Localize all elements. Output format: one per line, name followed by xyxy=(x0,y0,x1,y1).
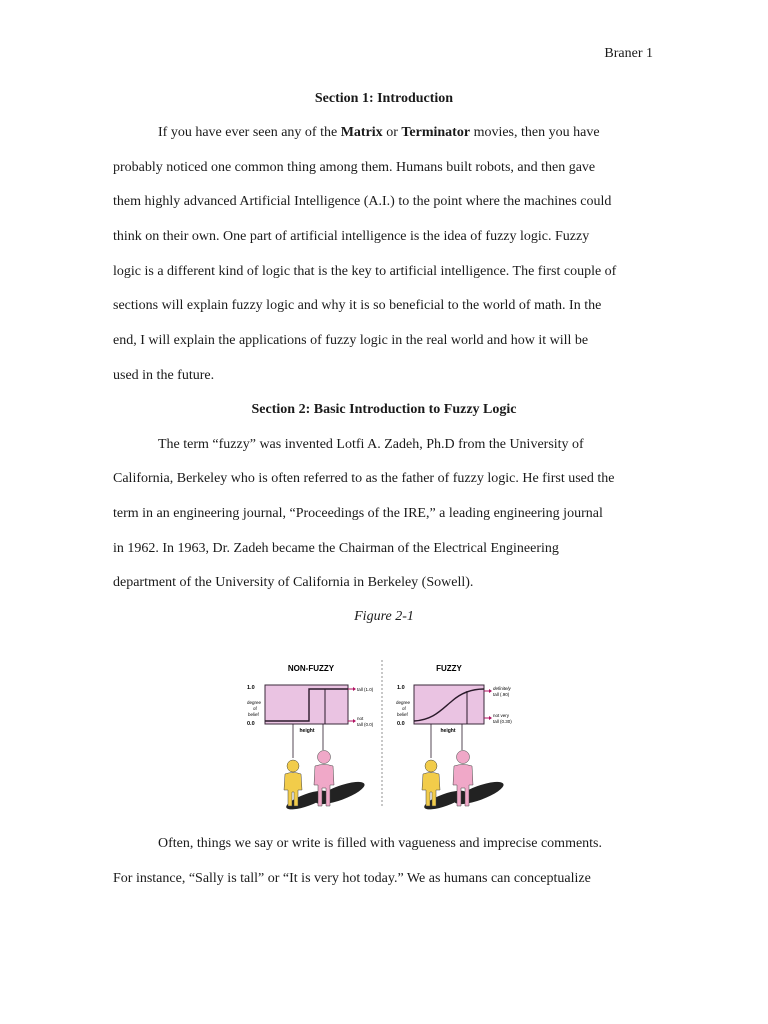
fuzzy-tall-label: tall (.90) xyxy=(493,692,510,697)
y-axis-bottom-label: 0.0 xyxy=(397,721,405,727)
non-fuzzy-tall-label: tall (1.0) xyxy=(357,687,374,692)
non-fuzzy-not-tall-label: not xyxy=(357,716,364,721)
paragraph-line: think on their own. One part of artificial intelligence is the idea of fuzzy logic. Fuzzy xyxy=(113,229,590,244)
paragraph-line: sections will explain fuzzy logic and why it is so beneficial to the world of math. In the xyxy=(113,298,602,313)
paragraph-line: logic is a different kind of logic that is the key to artificial intelligence. The first couple of xyxy=(113,264,617,279)
paragraph-line: term in an engineering journal, “Proceedings of the IRE,” a leading engineering journal xyxy=(113,506,603,521)
non-fuzzy-panel xyxy=(265,685,348,724)
arrow-head xyxy=(353,719,356,723)
fuzzy-logic-figure xyxy=(245,658,530,813)
y-axis-label: degree xyxy=(247,700,262,705)
paragraph-line: probably noticed one common thing among them. Humans built robots, and then gave xyxy=(113,160,596,175)
page-header: Braner 1 xyxy=(604,46,653,61)
bold-text: Matrix xyxy=(340,125,383,140)
fuzzy-tall-label: definitely xyxy=(493,686,511,691)
section-2-heading: Section 2: Basic Introduction to Fuzzy Logic xyxy=(251,402,517,417)
figure-caption: Figure 2-1 xyxy=(354,609,414,624)
fuzzy-not-very-tall-label: not very xyxy=(493,713,510,718)
tall-person-icon xyxy=(452,751,506,809)
paragraph-line: end, I will explain the applications of fuzzy logic in the real world and how it will be xyxy=(113,333,589,348)
fuzzy-title: FUZZY xyxy=(436,664,462,673)
y-axis-top-label: 1.0 xyxy=(397,685,405,691)
paragraph-line: For instance, “Sally is tall” or “It is very hot today.” We as humans can conceptualize xyxy=(113,871,591,886)
y-axis-label: of xyxy=(402,706,406,711)
fuzzy-panel xyxy=(414,685,484,724)
fuzzy-not-very-tall-label: tall (0.30) xyxy=(493,719,512,724)
paragraph-line: Often, things we say or write is filled with vagueness and imprecise comments. xyxy=(158,836,603,851)
arrow-head xyxy=(489,689,492,693)
tall-person-icon xyxy=(313,751,367,809)
paragraph-line: California, Berkeley who is often referred to as the father of fuzzy logic. He first used the xyxy=(113,471,615,486)
x-axis-label: height xyxy=(440,728,456,734)
paragraph-line: them highly advanced Artificial Intelligence (A.I.) to the point where the machines could xyxy=(113,194,612,209)
y-axis-label: degree xyxy=(396,700,411,705)
y-axis-label: belief xyxy=(397,712,408,717)
non-fuzzy-title: NON-FUZZY xyxy=(287,664,335,673)
paragraph-line xyxy=(158,125,600,141)
section-1-heading: Section 1: Introduction xyxy=(314,91,454,106)
non-fuzzy-not-tall-label: tall (0.0) xyxy=(357,722,374,727)
y-axis-bottom-label: 0.0 xyxy=(247,721,255,727)
arrow-head xyxy=(353,687,356,691)
y-axis-label: of xyxy=(253,706,257,711)
paragraph-line: used in the future. xyxy=(113,368,215,383)
arrow-head xyxy=(489,716,492,720)
text-run: movies, then you have xyxy=(470,125,600,140)
x-axis-label: height xyxy=(299,728,315,734)
paragraph-line: The term “fuzzy” was invented Lotfi A. Zadeh, Ph.D from the University of xyxy=(158,437,584,452)
y-axis-label: belief xyxy=(248,712,259,717)
paragraph-line: in 1962. In 1963, Dr. Zadeh became the Chairman of the Electrical Engineering xyxy=(113,541,559,556)
y-axis-top-label: 1.0 xyxy=(247,685,255,691)
text-run: or xyxy=(382,125,402,140)
bold-text: Terminator xyxy=(401,125,471,140)
text-run: If you have ever seen any of the xyxy=(158,125,341,140)
paragraph-line: department of the University of California in Berkeley (Sowell). xyxy=(113,575,474,590)
